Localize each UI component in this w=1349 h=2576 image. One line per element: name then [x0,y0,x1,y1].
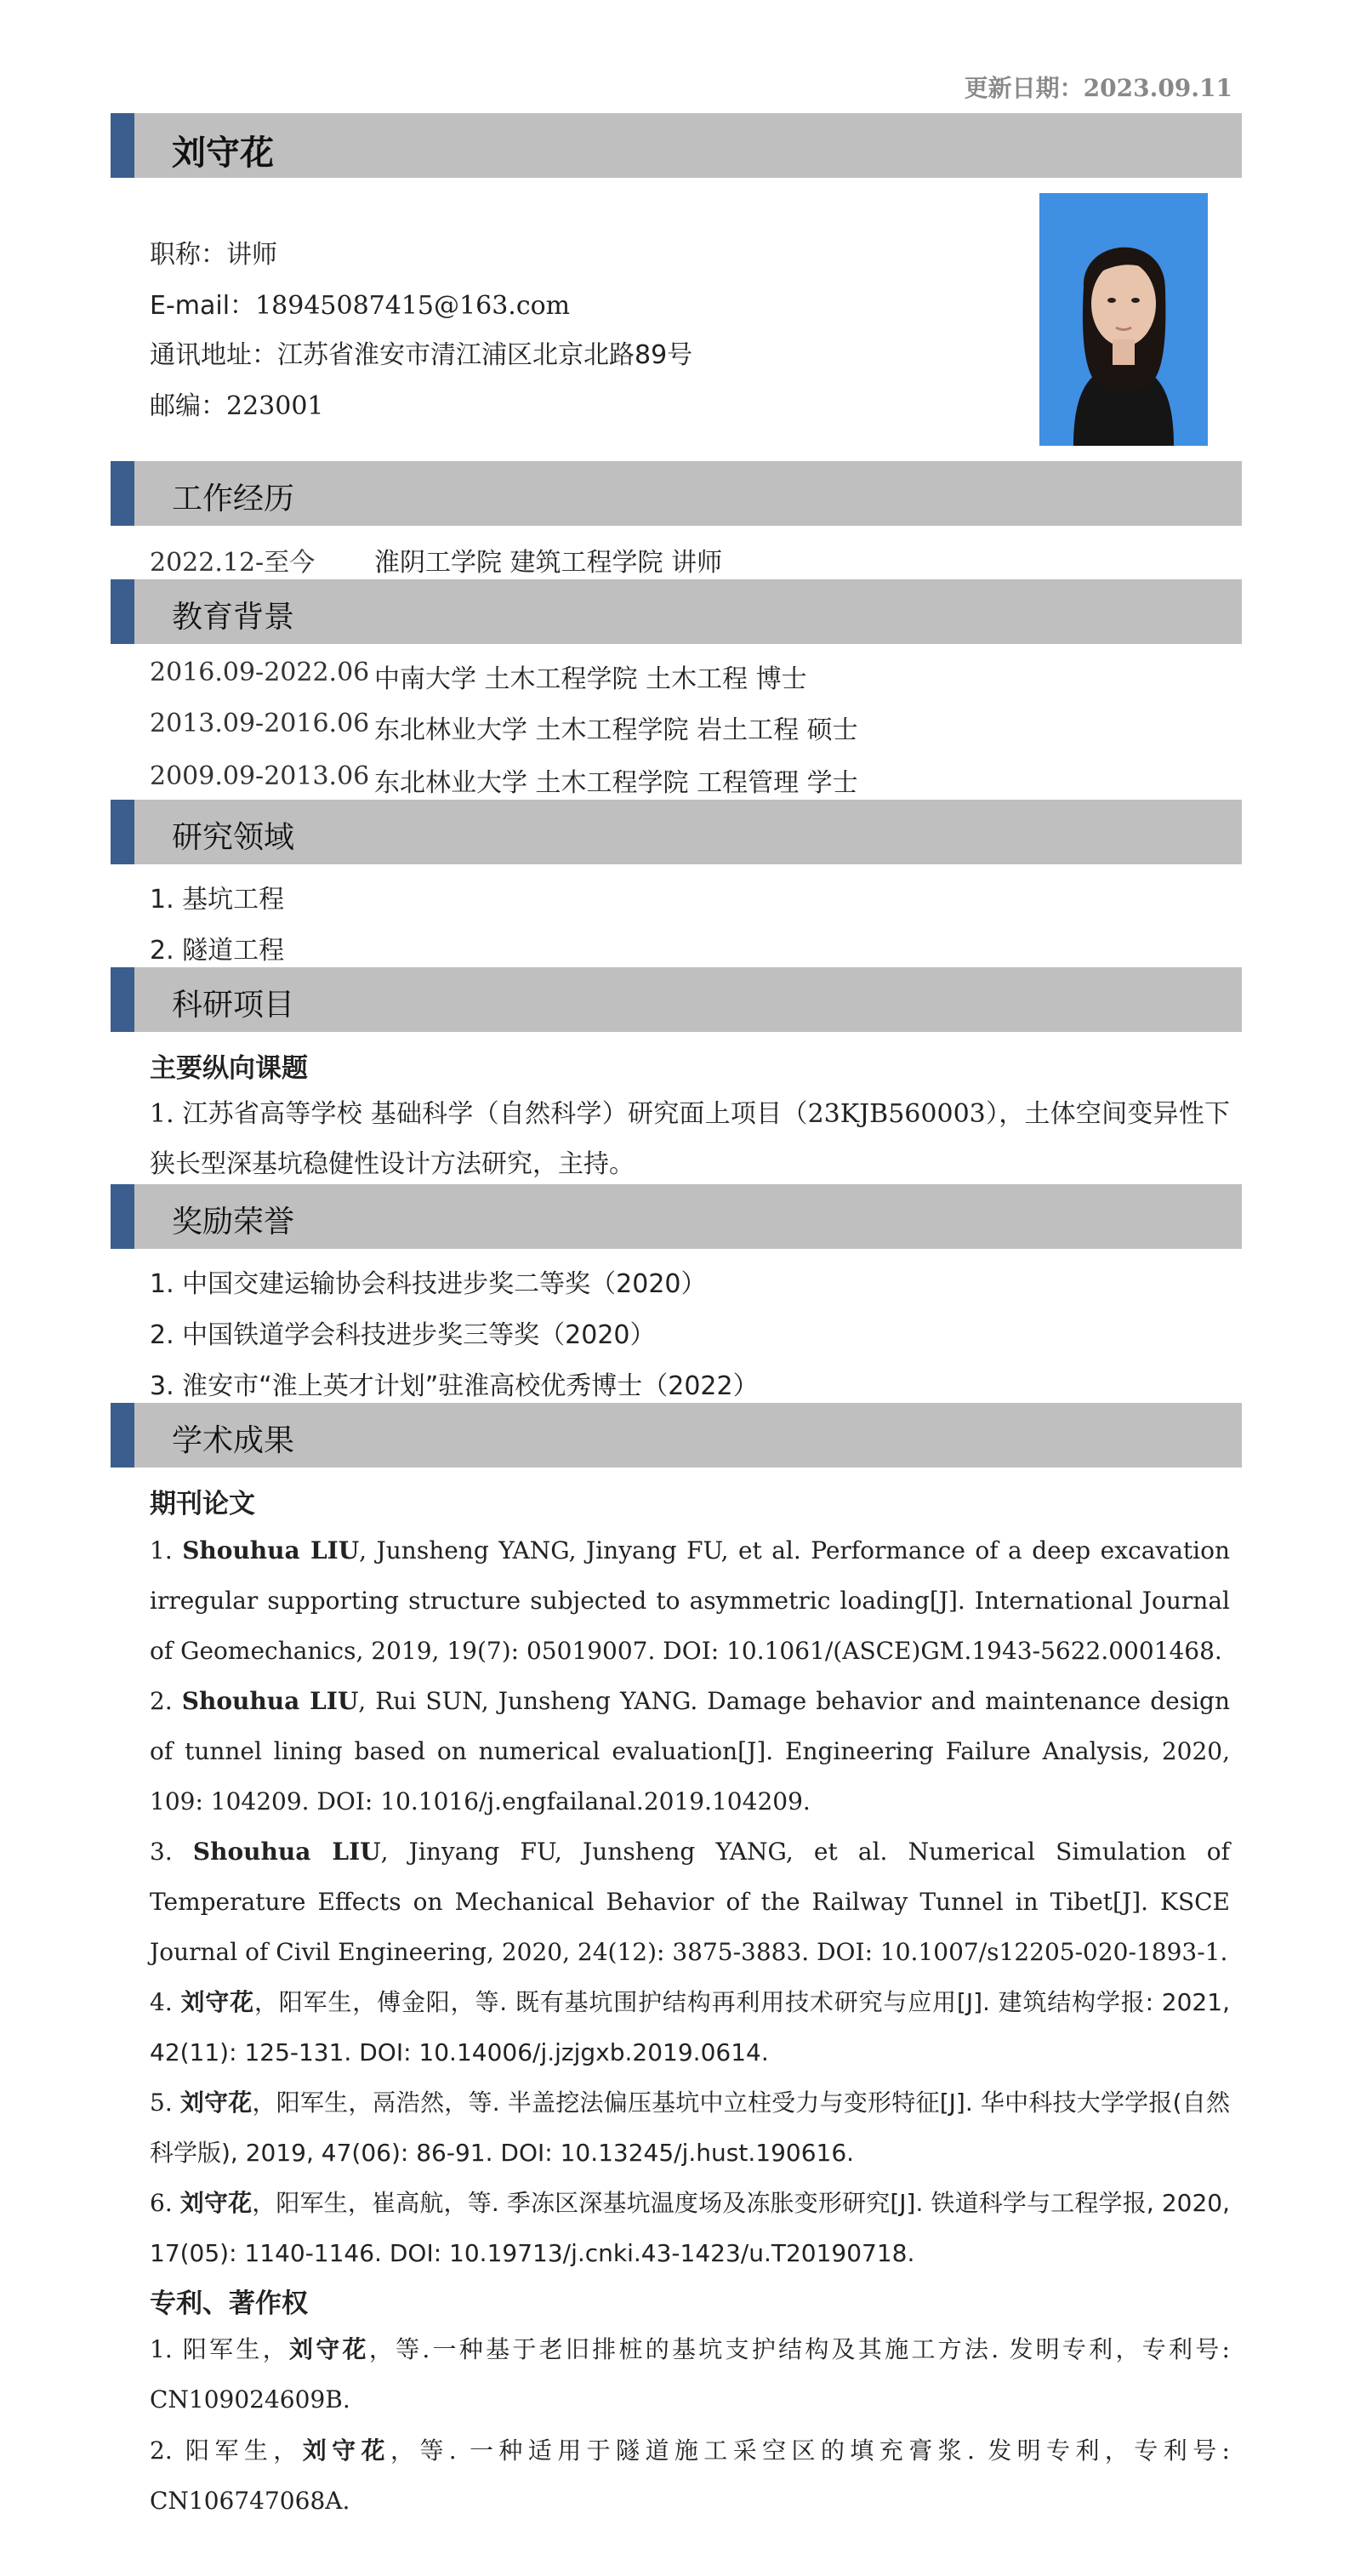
journal-item: 4. 刘守花，阳军生，傅金阳，等. 既有基坑围护结构再利用技术研究与应用[J]. 建筑结构学报: 2021, 42(11): 125-131. DOI: 10.14006/j.jzjgxb.2019.0614. [150,1988,1230,2066]
edu-date-1: 2016.09-2022.06 [150,658,370,687]
projects-subhead: 主要纵向课题 [150,1053,308,1084]
profile-photo [1039,193,1208,446]
update-label: 更新日期： [964,74,1084,102]
journal-item: 6. 刘守花，阳军生，崔高航，等. 季冻区深基坑温度场及冻胀变形研究[J]. 铁道科学与工程学报, 2020, 17(05): 1140-1146. DOI: 10.19713/j.cnki.43-1423/u.T20190718. [150,2189,1230,2267]
journal-subhead: 期刊论文 [150,1489,255,1519]
section-achievements: 学术成果 [111,1403,1242,1468]
journal-item: 5. 刘守花，阳军生，鬲浩然，等. 半盖挖法偏压基坑中立柱受力与变形特征[J]. 华中科技大学学报(自然科学版), 2019, 47(06): 86-91. DOI: 10.13245/j.hust.190616. [150,2089,1230,2167]
edu-date-2: 2013.09-2016.06 [150,709,370,738]
section-projects: 科研项目 [111,967,1242,1032]
section-work: 工作经历 [111,461,1242,526]
section-research: 研究领域 [111,800,1242,864]
update-value: 2023.09.11 [1083,74,1232,102]
award-item: 1. 中国交建运输协会科技进步奖二等奖（2020） [150,1269,707,1299]
patent-item: 2. 阳军生，刘守花，等. 一种适用于隧道施工采空区的填充膏浆. 发明专利，专利号: CN106747068A. [150,2436,1230,2515]
update-date [965,70,1232,104]
edu-date-3: 2009.09-2013.06 [150,761,370,791]
edu-desc-3: 东北林业大学 土木工程学院 工程管理 学士 [374,768,858,798]
profile-postcode: 邮编：223001 [150,391,324,421]
profile-address: 通讯地址：江苏省淮安市清江浦区北京北路89号 [150,340,693,370]
project-item: 1. 江苏省高等学校 基础科学（自然科学）研究面上项目（23KJB560003），土体空间变异性下狭长型深基坑稳健性设计方法研究，主持。 [150,1099,1230,1179]
patents-subhead: 专利、著作权 [150,2288,308,2319]
section-awards: 奖励荣誉 [111,1184,1242,1249]
person-name: 刘守花 [172,134,274,173]
profile-email: E-mail：18945087415@163.com [150,291,571,321]
profile-title: 职称：讲师 [150,240,277,270]
research-item: 2. 隧道工程 [150,936,285,966]
work-desc: 淮阴工学院 建筑工程学院 讲师 [374,548,723,578]
journal-item: 1. Shouhua LIU, Junsheng YANG, Jinyang FU, et al. Performance of a deep excavation irregular supporting structure subjected to asymmetric loading[J]. International Journal of Geomechanics, 2019, 19(7): 05019007. DOI: 10.1061/(ASCE)GM.1943-5622.0001468. [150,1536,1231,1665]
research-item: 1. 基坑工程 [150,885,285,915]
edu-desc-1: 中南大学 土木工程学院 土木工程 博士 [374,664,807,694]
edu-desc-2: 东北林业大学 土木工程学院 岩土工程 硕士 [374,715,858,745]
section-education: 教育背景 [111,579,1242,644]
journal-item: 3. Shouhua LIU, Jinyang FU, Junsheng YANG, et al. Numerical Simulation of Temperature Effects on Mechanical Behavior of the Railway Tunnel in Tibet[J]. KSCE Journal of Civil Engineering, 2020, 24(12): 3875-3883. DOI: 10.1007/s12205-020-1893-1. [150,1838,1230,1966]
award-item: 2. 中国铁道学会科技进步奖三等奖（2020） [150,1320,656,1350]
name-header [111,113,1242,178]
patent-item: 1. 阳军生，刘守花，等.一种基于老旧排桩的基坑支护结构及其施工方法. 发明专利，专利号: CN109024609B. [150,2335,1230,2414]
journal-item: 2. Shouhua LIU, Rui SUN, Junsheng YANG. Damage behavior and maintenance design of tunnel lining based on numerical evaluation[J]. Engineering Failure Analysis, 2020, 109: 104209. DOI: 10.1016/j.engfailanal.2019.104209. [150,1687,1231,1815]
award-item: 3. 淮安市“淮上英才计划”驻淮高校优秀博士（2022） [150,1371,759,1401]
work-date: 2022.12-至今 [150,548,316,578]
